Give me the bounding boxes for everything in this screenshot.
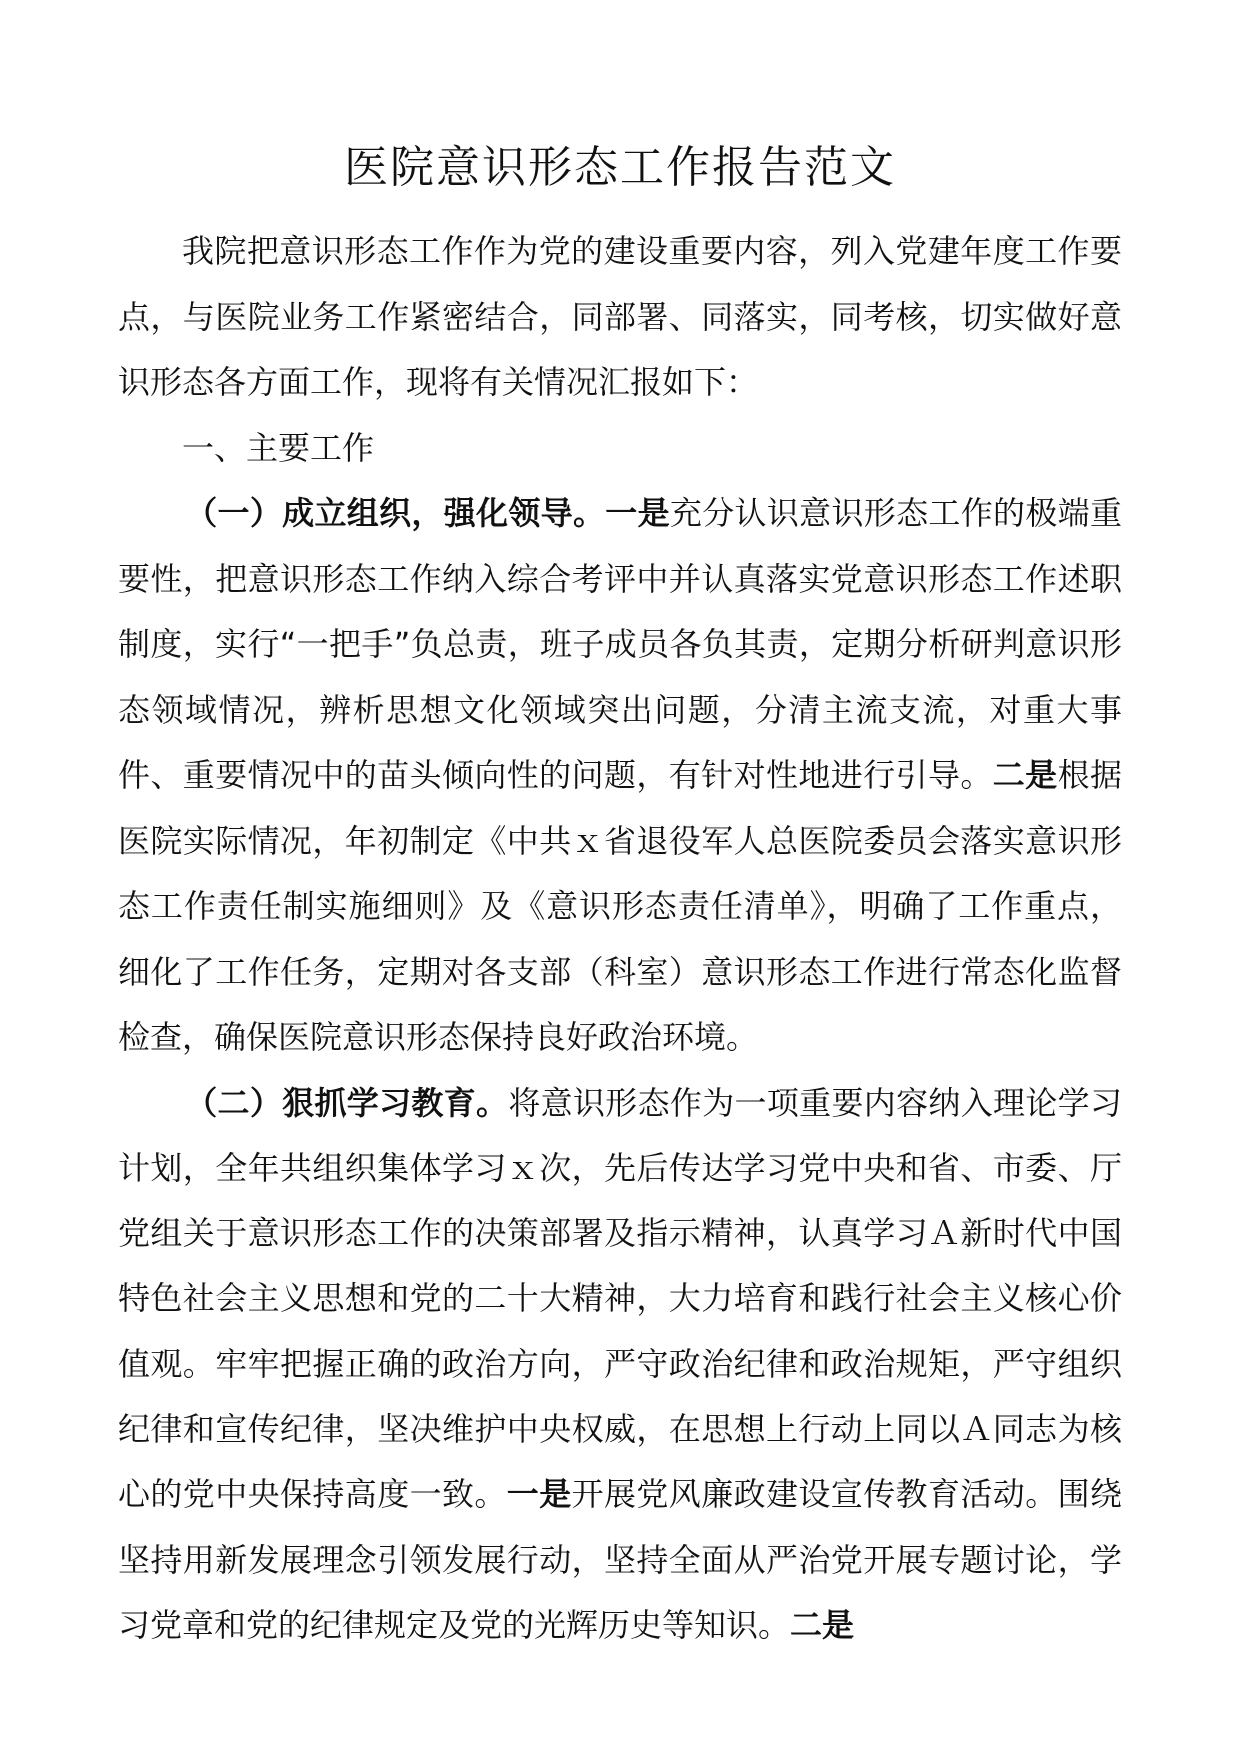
part-one-text-one: 充分认识意识形态工作的极端重要性，把意识形态工作纳入综合考评中并认真落实党意识形态工作述职制度，实行“一把手”负总责，班子成员各负其责，定期分析研判意识形态领域情况，辨析思想文化领域突出问题，分清主流支流，对重大事件、重要情况中的苗头倾向性的问题，有针对性地进行引导。 [118, 494, 1122, 794]
part-one-lead-two: 二是 [992, 756, 1058, 794]
part-two-lead-one: 一是 [506, 1475, 572, 1514]
intro-paragraph: 我院把意识形态工作作为党的建设重要内容，列入党建年度工作要点，与医院业务工作紧密结合，同部署、同落实，同考核，切实做好意识形态各方面工作，现将有关情况汇报如下： [118, 232, 1122, 401]
part-two-paragraph [118, 1071, 1122, 1659]
section-one-heading: 一、主要工作 [182, 428, 375, 467]
part-one-lead-one: 一是 [605, 494, 670, 532]
document-page [118, 135, 1122, 1658]
part-two-text-one: 开展党风廉政建设宣传教育活动。围绕坚持用新发展理念引领发展行动，坚持全面从严治党开展专题讨论，学习党章和党的纪律规定及党的光辉历史等知识。 [118, 1475, 1122, 1644]
part-two-text-main: 将意识形态作为一项重要内容纳入理论学习计划，全年共组织集体学习ｘ次，先后传达学习党中央和省、市委、厅党组关于意识形态工作的决策部署及指示精神，认真学习Ａ新时代中国特色社会主义思想和党的二十大精神，大力培育和践行社会主义核心价值观。牢牢把握正确的政治方向，严守政治纪律和政治规矩，严守组织纪律和宣传纪律，坚决维护中央权威，在思想上行动上同以Ａ同志为核心的党中央保持高度一致。 [118, 1083, 1122, 1514]
part-one-heading: （一）成立组织，强化领导。 [185, 494, 606, 532]
part-one-paragraph [118, 481, 1122, 1071]
document-title: 医院意识形态工作报告范文 [344, 142, 896, 193]
part-two-heading: （二）狠抓学习教育。 [185, 1083, 509, 1122]
part-two-lead-two: 二是 [790, 1605, 855, 1644]
part-one-text-two: 根据医院实际情况，年初制定《中共ｘ省退役军人总医院委员会落实意识形态工作责任制实施细则》及《意识形态责任清单》，明确了工作重点，细化了工作任务，定期对各支部（科室）意识形态工作进行常态化监督检查，确保医院意识形态保持良好政治环境。 [118, 756, 1122, 1056]
